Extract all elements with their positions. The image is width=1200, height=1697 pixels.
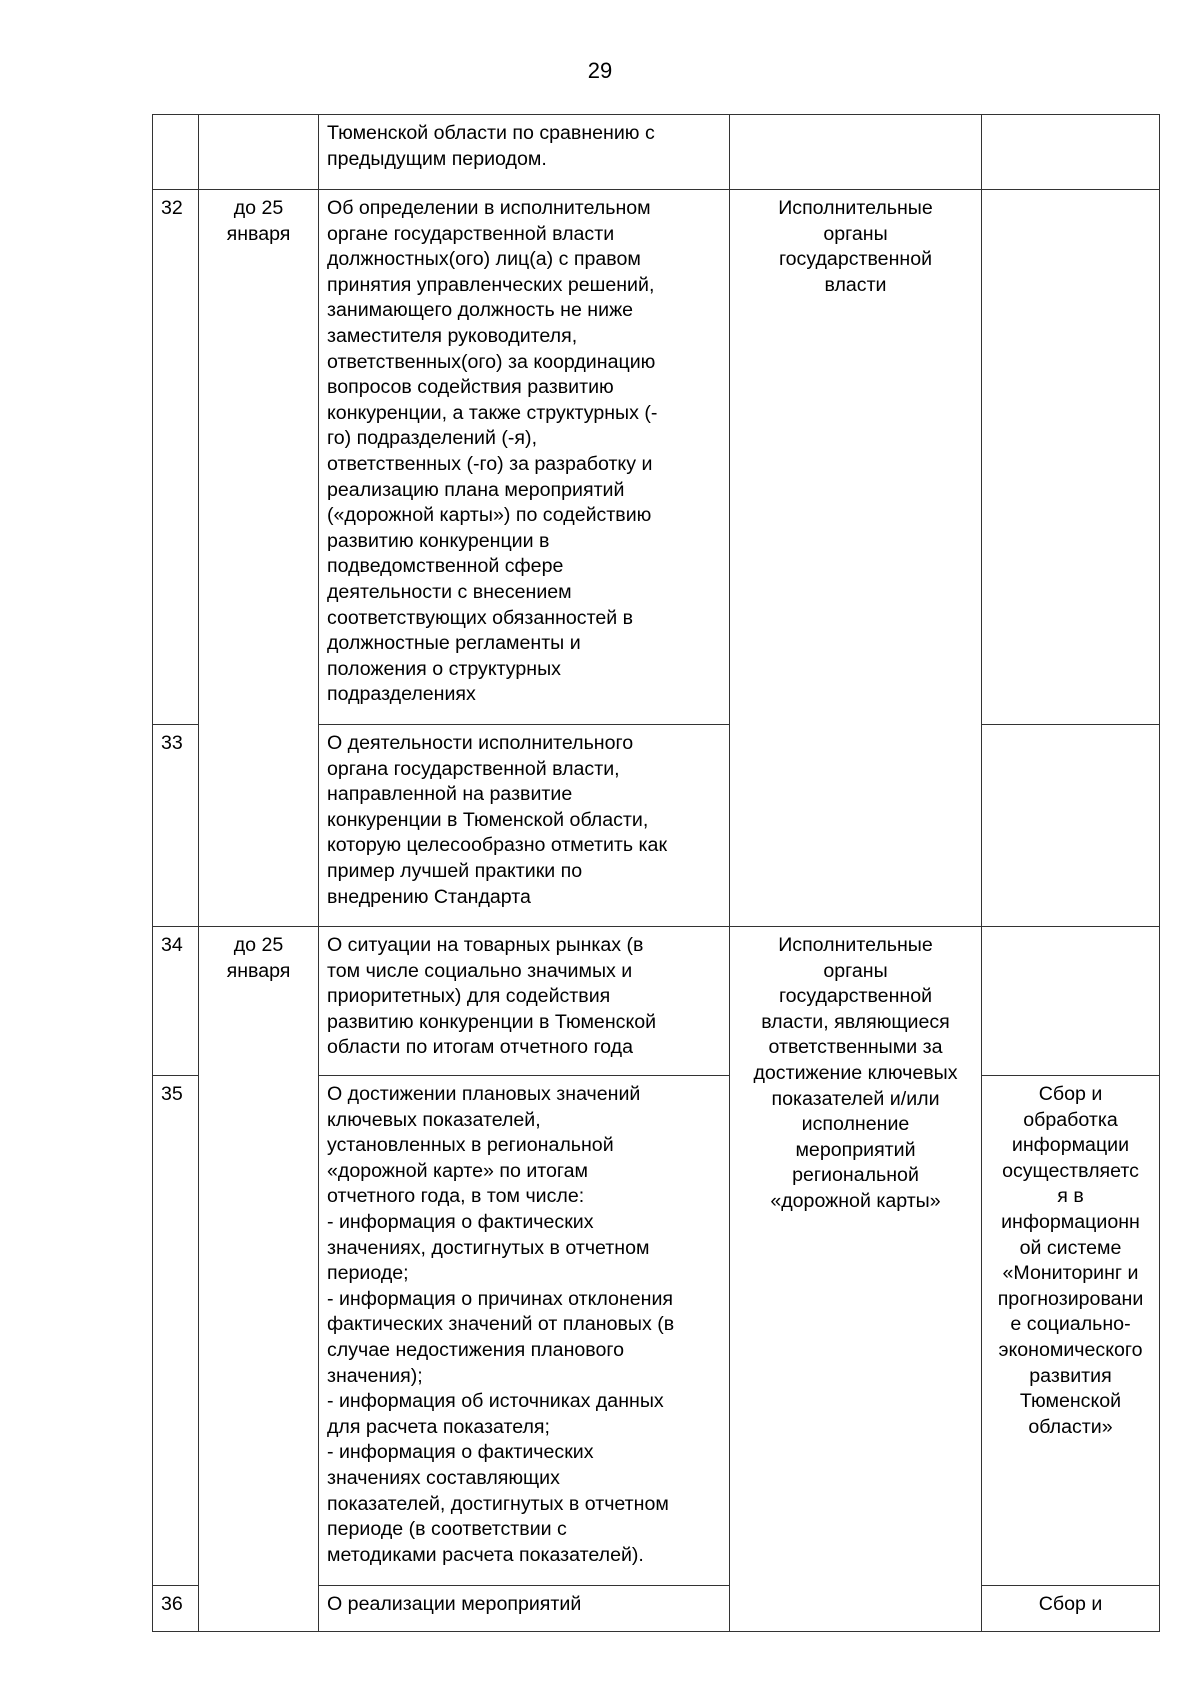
table-row [153,190,1160,725]
row-number: 36 [153,1586,199,1632]
note-cell [982,927,1160,1076]
table-row [153,927,1160,1076]
row-number: 34 [153,927,199,1076]
responsible-cell: Исполнительные органы государственной власти, являющиеся ответственными за достижение ключевых показателей и/или исполнение мероприятий региональной «дорожной карты» [730,927,982,1632]
row-number [153,115,199,190]
report-subject: О ситуации на товарных рынках (в том числе социально значимых и приоритетных) для содействия развитию конкуренции в Тюменской области по итогам отчетного года [319,927,730,1076]
report-subject: О деятельности исполнительного органа государственной власти, направленной на развитие конкуренции в Тюменской области, которую целесообразно отметить как пример лучшей практики по внедрению Стандарта [319,725,730,927]
report-subject: О достижении плановых значений ключевых показателей, установленных в региональной «дорожной карте» по итогам отчетного года, в том числе: - информация о фактических значениях, достигнутых в отчетном периоде; - информация о причинах отклонения фактических значений от плановых (в случае недостижения планового значения); - информация об источниках данных для расчета показателя; - информация о фактических значениях составляющих показателей, достигнутых в отчетном периоде (в соответствии с методиками расчета показателей). [319,1076,730,1586]
responsible-cell [730,115,982,190]
note-cell: Сбор и [982,1586,1160,1632]
deadline-cell: до 25 января [199,927,319,1632]
row-number: 35 [153,1076,199,1586]
responsible-cell: Исполнительные органы государственной власти [730,190,982,927]
row-number: 33 [153,725,199,927]
note-cell [982,115,1160,190]
report-subject: Тюменской области по сравнению с предыдущим периодом. [319,115,730,190]
note-cell [982,725,1160,927]
report-subject: О реализации мероприятий [319,1586,730,1632]
page-number: 29 [587,58,613,83]
schedule-table [152,114,1160,1632]
note-cell [982,190,1160,725]
report-subject: Об определении в исполнительном органе государственной власти должностных(ого) лиц(а) с правом принятия управленческих решений, занимающего должность не ниже заместителя руководителя, ответственных(ого) за координацию вопросов содействия развитию конкуренции, а также структурных (- го) подразделений (-я), ответственных (-го) за разработку и реализацию плана мероприятий («дорожной карты») по содействию развитию конкуренции в подведомственной сфере деятельности с внесением соответствующих обязанностей в должностные регламенты и положения о структурных подразделениях [319,190,730,725]
row-number: 32 [153,190,199,725]
note-cell: Сбор и обработка информации осуществляетс я в информационн ой системе «Мониторинг и прогнозировани е социально- экономического развития Тюменской области» [982,1076,1160,1586]
deadline-cell: до 25 января [199,190,319,927]
table-row [153,115,1160,190]
deadline-cell [199,115,319,190]
